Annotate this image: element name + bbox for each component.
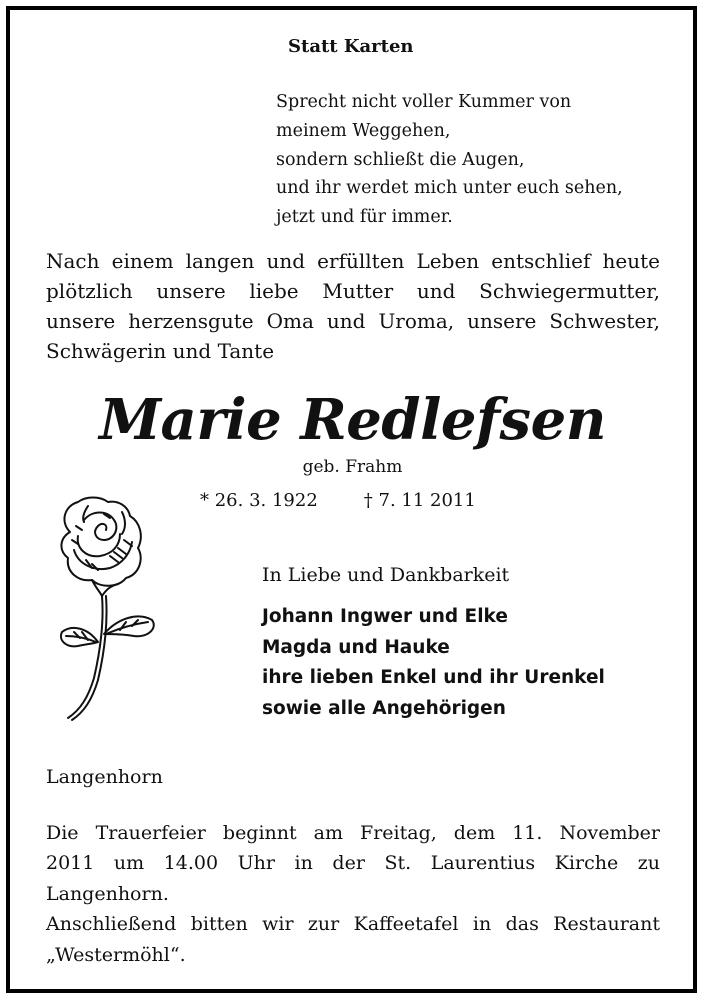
ceremony-line: 2011 um 14.00 Uhr in der St. Laurentius Kirche zu — [46, 852, 660, 875]
deceased-name: Marie Redlefsen — [99, 387, 606, 453]
intro-line: unsere herzensgute Oma und Uroma, unsere Schwester, — [46, 309, 660, 333]
rose-icon — [48, 492, 168, 724]
mourner-line: Johann Ingwer und Elke — [262, 606, 508, 627]
place: Langenhorn — [46, 766, 163, 788]
header-statt-karten: Statt Karten — [288, 36, 414, 57]
ceremony-line: Anschließend bitten wir zur Kaffeetafel in das Restaurant — [46, 913, 660, 936]
intro-line: plötzlich unsere liebe Mutter und Schwiegermutter, — [46, 279, 660, 303]
poem — [276, 88, 623, 232]
ceremony-text — [46, 818, 660, 970]
poem-line: sondern schließt die Augen, — [276, 149, 525, 170]
intro-line: Schwägerin und Tante — [46, 339, 275, 363]
mourner-line: Magda und Hauke — [262, 636, 450, 658]
ceremony-line: Die Trauerfeier beginnt am Freitag, dem 11. November — [46, 822, 660, 844]
birth-date: * 26. 3. 1922 — [200, 490, 318, 511]
intro-line: Nach einem langen und erfüllten Leben entschlief heute — [46, 249, 660, 273]
poem-line: Sprecht nicht voller Kummer von — [276, 92, 572, 112]
poem-line: jetzt und für immer. — [276, 207, 453, 228]
mourners-list — [262, 602, 605, 724]
life-dates — [200, 490, 476, 511]
mourner-line: ihre lieben Enkel und ihr Urenkel — [262, 667, 605, 688]
ceremony-line: „Westermöhl“. — [46, 943, 186, 966]
poem-line: meinem Weggehen, — [276, 120, 451, 141]
death-date: † 7. 11 2011 — [363, 490, 476, 511]
intro-text — [46, 246, 660, 366]
maiden-name: geb. Frahm — [302, 457, 403, 477]
ceremony-line: Langenhorn. — [46, 882, 169, 905]
thanks-line: In Liebe und Dankbarkeit — [262, 564, 510, 586]
mourner-line: sowie alle Angehörigen — [262, 697, 506, 719]
poem-line: und ihr werdet mich unter euch sehen, — [276, 178, 623, 199]
